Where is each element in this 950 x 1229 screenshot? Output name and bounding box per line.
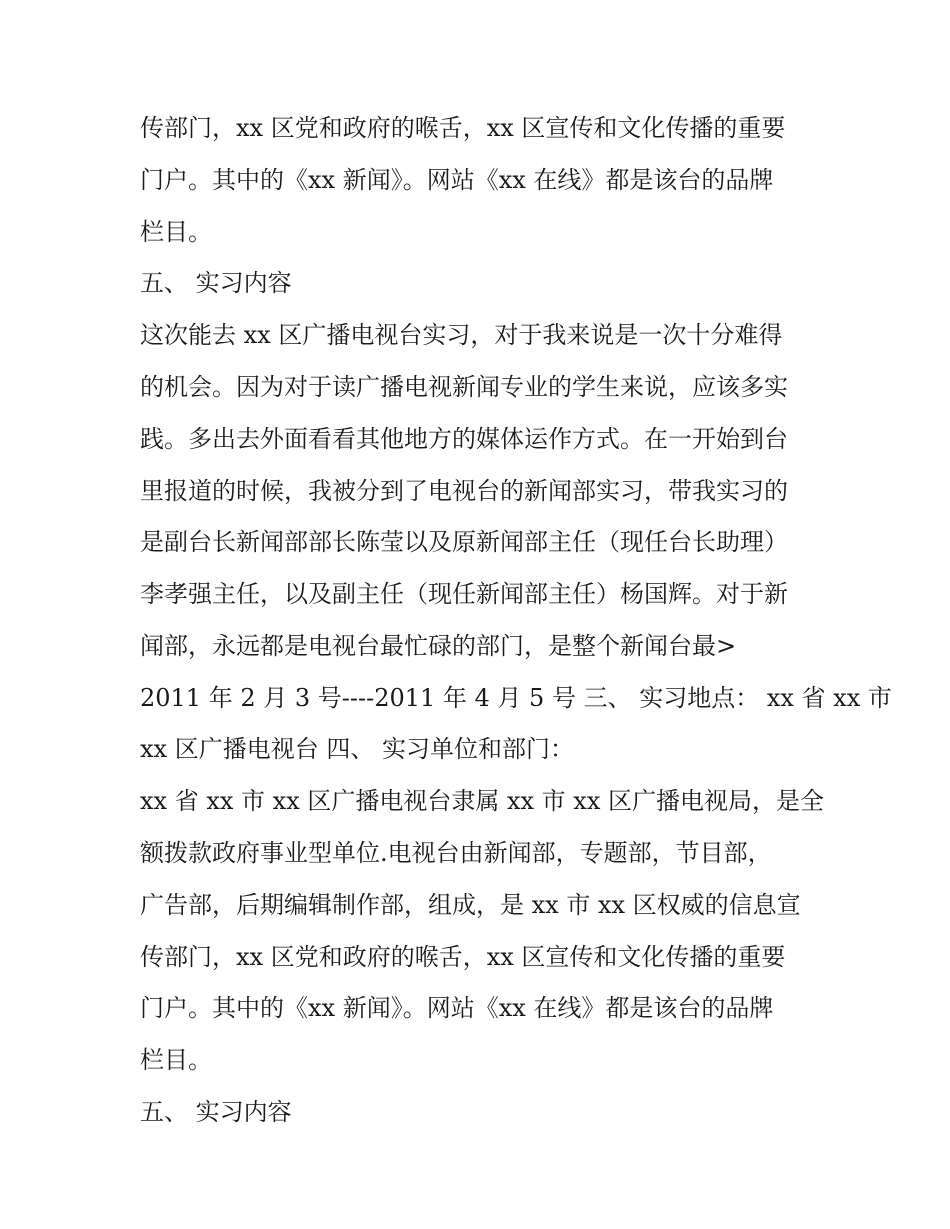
text-line: xx 省 xx 市 xx 区广播电视台隶属 xx 市 xx 区广播电视局，是全 (140, 787, 825, 815)
text-line: 传部门，xx 区党和政府的喉舌，xx 区宣传和文化传播的重要 (140, 943, 786, 971)
text-line: 李孝强主任，以及副主任（现任新闻部主任）杨国辉。对于新 (140, 580, 788, 608)
text-line: 栏目。 (140, 218, 212, 246)
text-line: 传部门，xx 区党和政府的喉舌，xx 区宣传和文化传播的重要 (140, 114, 786, 142)
text-line: 是副台长新闻部部长陈莹以及原新闻部主任（现任台长助理） (140, 528, 788, 556)
text-line: 的机会。因为对于读广播电视新闻专业的学生来说，应该多实 (140, 373, 788, 401)
text-line: 2011 年 2 月 3 号----2011 年 4 月 5 号 三、 实习地点： xx 省 xx 市 (140, 684, 892, 712)
section-heading: 五、 实习内容 (140, 269, 292, 297)
section-heading: 五、 实习内容 (140, 1098, 292, 1126)
text-line: xx 区广播电视台 四、 实习单位和部门： (140, 735, 574, 763)
text-line: 闻部，永远都是电视台最忙碌的部门，是整个新闻台最> (140, 632, 737, 660)
text-line: 里报道的时候，我被分到了电视台的新闻部实习，带我实习的 (140, 477, 788, 505)
text-line: 践。多出去外面看看其他地方的媒体运作方式。在一开始到台 (140, 425, 788, 453)
text-line: 栏目。 (140, 1046, 212, 1074)
text-line: 门户。其中的《xx 新闻》。网站《xx 在线》都是该台的品牌 (140, 994, 774, 1022)
text-line: 广告部，后期编辑制作部，组成，是 xx 市 xx 区权威的信息宣 (140, 891, 801, 919)
text-line: 额拨款政府事业型单位.电视台由新闻部，专题部，节目部， (140, 839, 772, 867)
text-line: 门户。其中的《xx 新闻》。网站《xx 在线》都是该台的品牌 (140, 166, 774, 194)
text-line: 这次能去 xx 区广播电视台实习，对于我来说是一次十分难得 (140, 321, 783, 349)
